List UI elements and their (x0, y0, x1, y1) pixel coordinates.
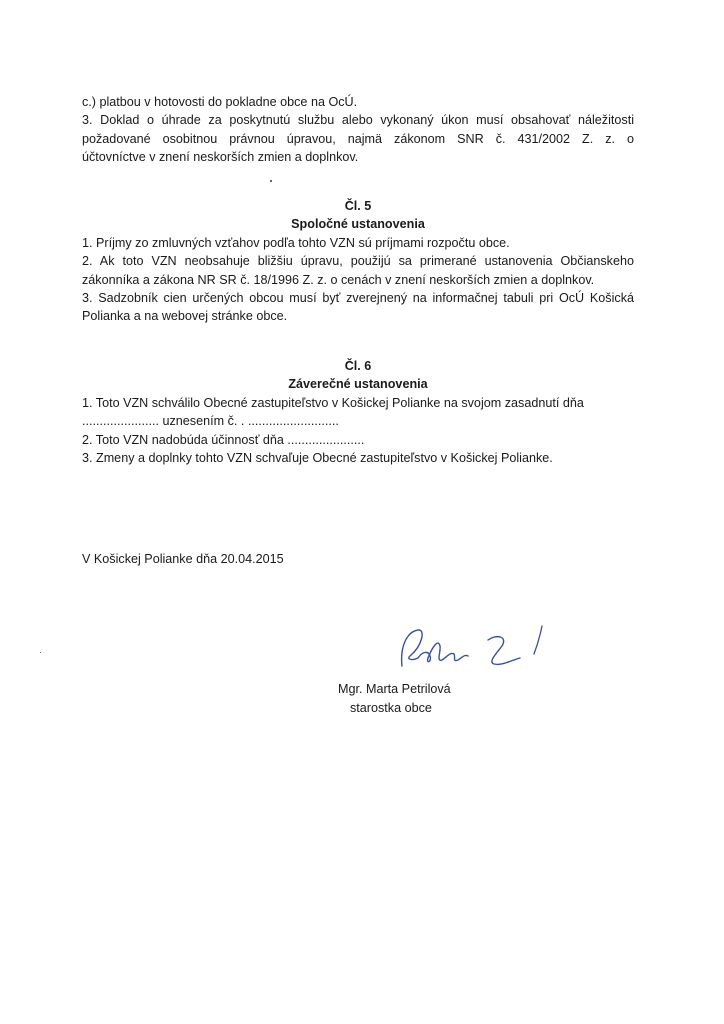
article-number: Čl. 5 (344, 199, 372, 213)
signatory-name: Mgr. Marta Petrilová (338, 682, 451, 696)
article-6 (82, 357, 634, 467)
payment-section-continuation (82, 93, 634, 167)
text-line: 3. Sadzobník cien určených obcou musí byť zverejnený na informačnej tabuli pri OcÚ Košická (82, 291, 634, 306)
place-and-date: V Košickej Polianke dňa 20.04.2015 (82, 552, 284, 566)
article-title: Spoločné ustanovenia (291, 217, 425, 232)
article-5 (82, 197, 634, 326)
text-line: 3. Zmeny a doplnky tohto VZN schvaľuje Obecné zastupiteľstvo v Košickej Polianke. (82, 451, 553, 466)
text-line: 2. Ak toto VZN neobsahuje bližšiu úpravu, použijú sa primerané ustanovenia Občianskeho (82, 254, 634, 269)
text-line: 2. Toto VZN nadobúda účinnosť dňa ...................... (82, 432, 365, 447)
text-line: 1. Príjmy zo zmluvných vzťahov podľa tohto VZN sú príjmami rozpočtu obce. (82, 235, 510, 250)
text-line: požadované osobitnou právnou úpravou, najmä zákonom SNR č. 431/2002 Z. z. o (82, 131, 634, 146)
text-line: 1. Toto VZN schválilo Obecné zastupiteľstvo v Košickej Polianke na svojom zasadnutí dňa (82, 395, 584, 410)
article-number: Čl. 6 (344, 359, 372, 373)
scan-speck (270, 180, 272, 182)
article-title: Záverečné ustanovenia (288, 377, 428, 392)
text-line: 3. Doklad o úhrade za poskytnutú službu alebo vykonaný úkon musí obsahovať náležitosti (82, 113, 634, 128)
handwritten-signature (392, 618, 562, 688)
text-line: c.) platbou v hotovosti do pokladne obce na OcÚ. (82, 95, 358, 109)
text-line: účtovníctve v znení neskorších zmien a doplnkov. (82, 150, 359, 165)
signatory-role: starostka obce (350, 700, 432, 715)
signature-block (338, 680, 451, 717)
scan-speck (40, 652, 41, 653)
text-line: ...................... uznesením č. . .......................... (82, 414, 339, 429)
text-line: Polianka a na webovej stránke obce. (82, 309, 288, 324)
text-line: zákonníka a zákona NR SR č. 18/1996 Z. z. o cenách v znení neskorších zmien a doplnkov. (82, 272, 595, 287)
